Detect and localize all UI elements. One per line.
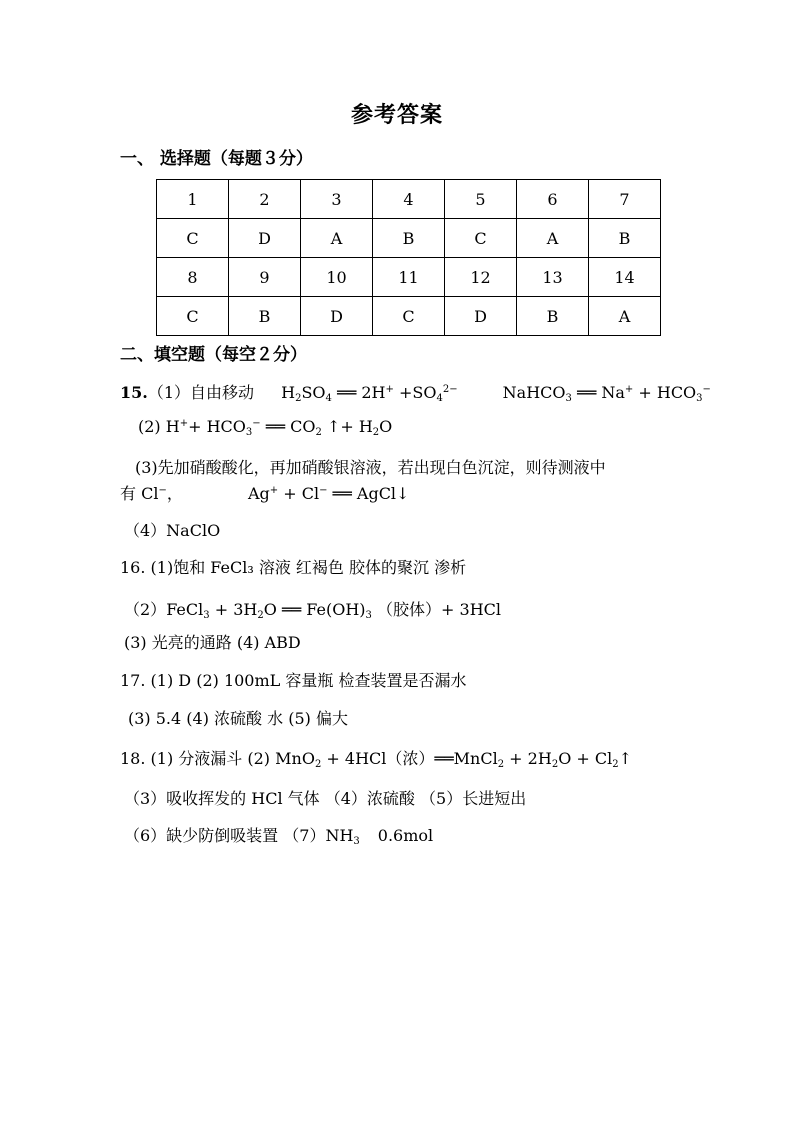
q18-line2: （3）吸收挥发的 HCl 气体 （4）浓硫酸 （5）长进短出 — [124, 789, 527, 808]
q18-line3-pre: （6）缺少防倒吸装置 （7）NH — [124, 826, 354, 845]
question-number-cell: 11 — [373, 258, 445, 297]
question-number-cell: 5 — [445, 180, 517, 219]
q15-line3-cont: 有 Cl−， Ag+ + Cl− ══ AgCl↓ — [120, 484, 410, 503]
question-number-row — [157, 258, 661, 297]
answer-cell: D — [445, 297, 517, 336]
question-number-cell: 3 — [301, 180, 373, 219]
q18-line1: 18. (1) 分液漏斗 (2) MnO$_2$ + 4HCl（浓）══MnCl$_2$ + $2H_2O$ + $Cl_2↑$ — [120, 749, 633, 770]
question-number-cell: 10 — [301, 258, 373, 297]
q15-p1-label: （1）自由移动 — [147, 383, 255, 402]
question-number-cell: 6 — [517, 180, 589, 219]
answer-cell: B — [589, 219, 661, 258]
q18-amount: 0.6mol — [377, 826, 434, 845]
question-number-cell: 14 — [589, 258, 661, 297]
section-2-heading: 二、填空题（每空２分） — [120, 345, 307, 365]
question-number-cell: 2 — [229, 180, 301, 219]
question-number-cell: 12 — [445, 258, 517, 297]
answer-cell: D — [229, 219, 301, 258]
answer-cell: B — [517, 297, 589, 336]
q18-conc-label: （浓） — [386, 749, 435, 768]
q18-line3: （6）缺少防倒吸装置 $(7)NH_3$ 0.6mol — [124, 826, 434, 847]
q17-line1: 17. (1) D (2) 100mL 容量瓶 检查装置是否漏水 — [120, 671, 467, 690]
q16-line2: （2）FeCl$_3$ + $3H_2O$ ══ $Fe(OH)_3$ （胶体）+ 3HCl — [124, 600, 501, 621]
q15-line1: 15.（1）自由移动 $H_2SO_4$ ══ $2H^+ +SO_4^{2-}$ NaHCO$_3$ ══ $Na^+ + HCO_3^-$ — [120, 383, 711, 404]
section-1-heading: 一、 选择题（每题３分） — [120, 149, 313, 169]
answer-table — [156, 179, 661, 336]
answer-cell: D — [301, 297, 373, 336]
q18-line1-pre: 18. (1) 分液漏斗 (2) — [120, 749, 271, 768]
page-title: 参考答案 — [350, 102, 443, 128]
answer-cell: B — [229, 297, 301, 336]
answer-cell: A — [589, 297, 661, 336]
q15-p3-cont: 有 Cl — [120, 484, 159, 503]
q17-line2: (3) 5.4 (4) 浓硫酸 水 (5) 偏大 — [128, 709, 348, 728]
question-number-cell: 9 — [229, 258, 301, 297]
q15-number: 15. — [120, 383, 148, 402]
answer-cell: A — [301, 219, 373, 258]
q16-p2-label: （2） — [124, 600, 167, 619]
answer-cell: B — [373, 219, 445, 258]
answer-cell: C — [157, 297, 229, 336]
answer-cell: C — [157, 219, 229, 258]
q16-line3: (3) 光亮的通路 (4) ABD — [124, 633, 301, 652]
q15-line3: (3)先加硝酸酸化，再加硝酸银溶液，若出现白色沉淀，则待测液中 — [135, 458, 606, 477]
question-number-row — [157, 180, 661, 219]
q15-p2-label: (2) — [138, 417, 161, 436]
q16-colloid-label: （胶体） — [377, 600, 442, 619]
question-number-cell: 8 — [157, 258, 229, 297]
question-number-cell: 4 — [373, 180, 445, 219]
answer-cell: C — [373, 297, 445, 336]
question-number-cell: 1 — [157, 180, 229, 219]
q16-line1: 16. (1)饱和 FeCl₃ 溶液 红褐色 胶体的聚沉 渗析 — [120, 558, 467, 577]
answer-row — [157, 297, 661, 336]
question-number-cell: 7 — [589, 180, 661, 219]
question-number-cell: 13 — [517, 258, 589, 297]
answer-cell: C — [445, 219, 517, 258]
answer-cell: A — [517, 219, 589, 258]
q15-line4: （4）NaClO — [124, 521, 221, 540]
q15-line2: (2) $H^++ HCO_3^-$ ══ $CO_2$ ↑+ $H_2O$ — [138, 417, 393, 438]
answer-row — [157, 219, 661, 258]
